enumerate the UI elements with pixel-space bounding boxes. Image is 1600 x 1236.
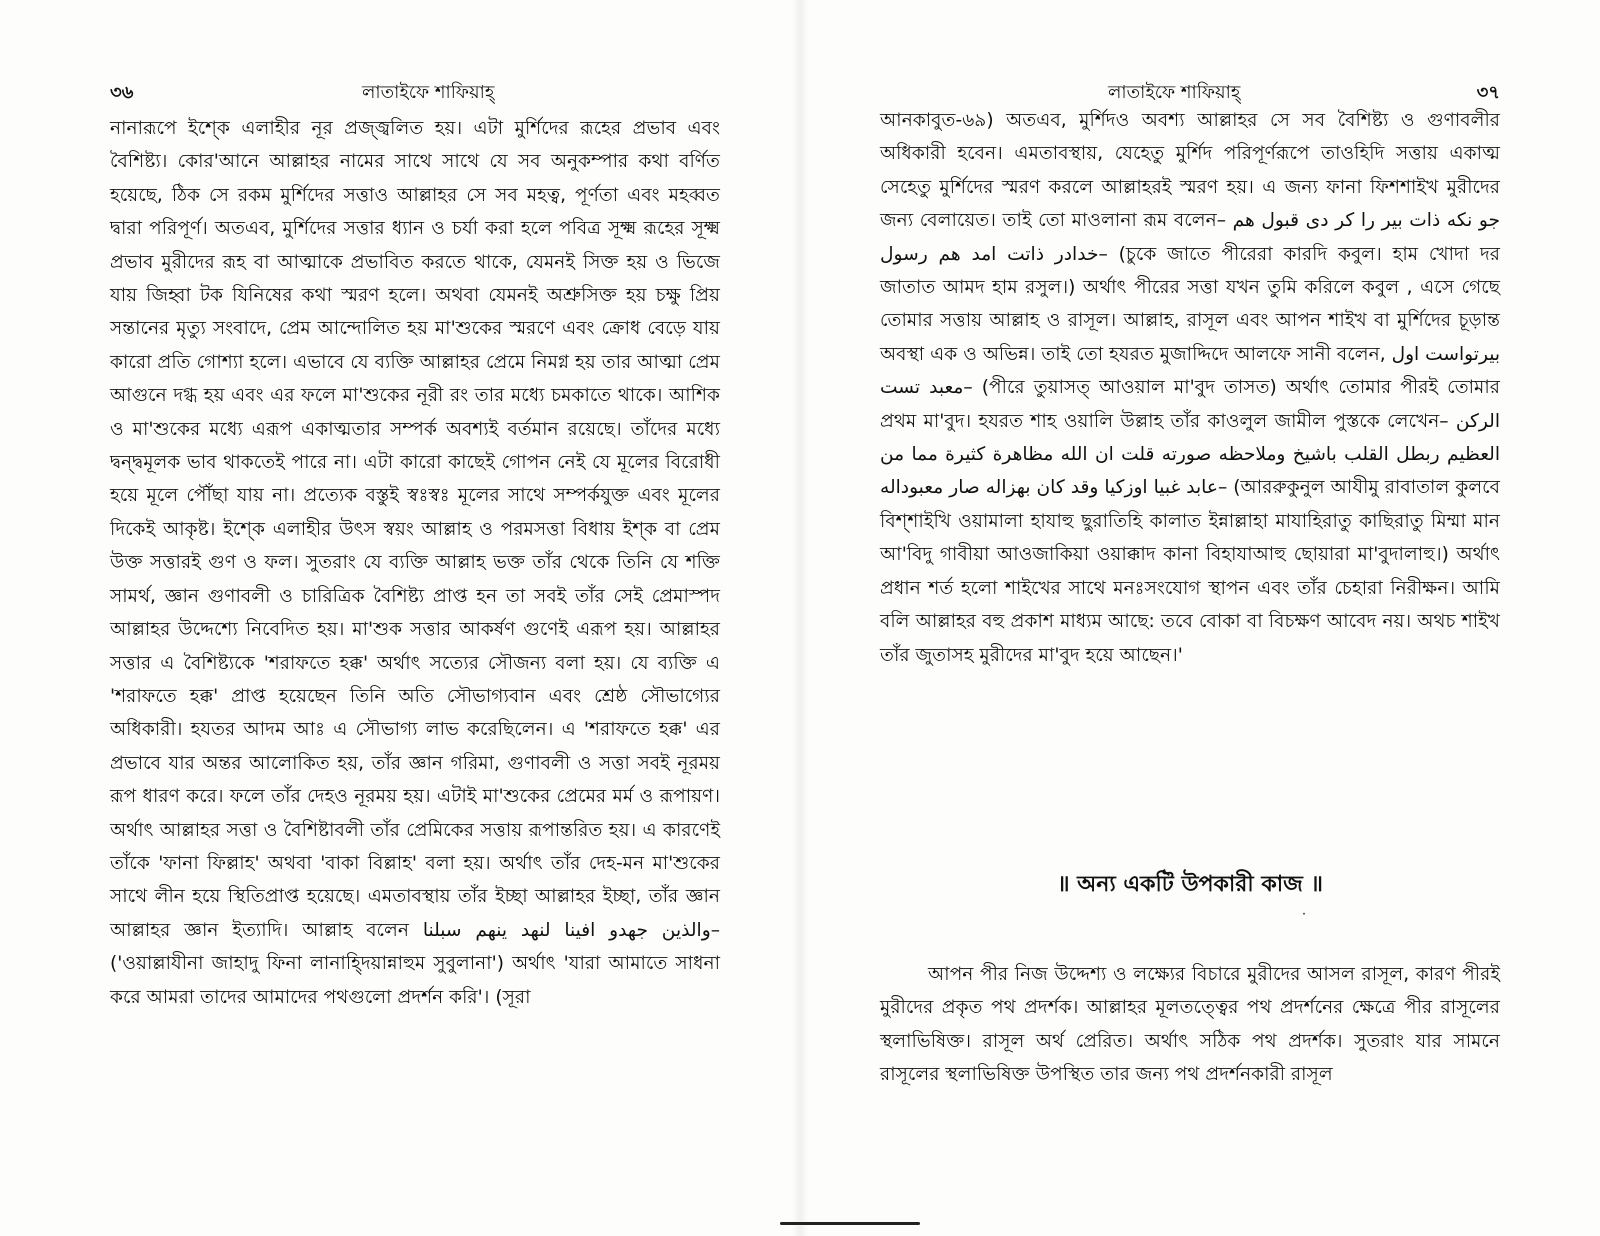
section-body-text: আপন পীর নিজ উদ্দেশ্য ও লক্ষ্যের বিচারে মুরীদের আসল রাসূল, কারণ পীরই মুরীদের প্রকৃত পথ প্রদর্শক। আল্লাহর মূলতত্ত্বের পথ প্রদর্শনের ক্ষেত্রে পীর রাসূলের স্থলাভিষিক্ত। রাসূল অর্থ প্রেরিত। অর্থাৎ সঠিক পথ প্রদর্শক। সুতরাং যার সামনে রাসূলের স্থলাভিষিক্ত উপস্থিত তার জন্য পথ প্রদর্শনকারী রাসূল	[880, 964, 1500, 1086]
right-running-title: লাতাইফে শাফিয়াহ্	[1108, 82, 1241, 103]
section-body	[880, 958, 1500, 1092]
section-heading: ॥ অন্য একটি উপকারী কাজ ॥	[1057, 872, 1323, 897]
left-body	[110, 112, 720, 1014]
right-body-text: আনকাবুত-৬৯) অতএব, মুর্শিদও অবশ্য আল্লাহর সে সব বৈশিষ্ট্য ও গুণাবলীর অধিকারী হবেন। এমতাবস্থায়, যেহেতু মুর্শিদ পরিপূর্ণরূপে তাওহিদি সত্তায় একাত্ম সেহেতু মুর্শিদের স্মরণ করলে আল্লাহরই স্মরণ হয়। এ জন্য ফানা ফিশশাইখ মুরীদের জন্য বেলায়েত। তাই তো মাওলানা রূম বলেন– جو نكه ذات بير را كر دى قبول هم خدادر ذاتت امد هم رسول– (চুকে জাতে পীরেরা কারদি কবুল। হাম খোদা দর জাতাত আমদ হাম রসুল।) অর্থাৎ পীরের সত্তা যখন তুমি করিলে কবুল , এসে গেছে তোমার সত্তায় আল্লাহ ও রাসূল। আল্লাহ, রাসূল এবং আপন শাইখ বা মুর্শিদের চূড়ান্ত অবস্থা এক ও অভিন্ন। তাই তো হযরত মুজাদ্দিদে আলফে সানী বলেন, بيرتواست اول معبد تست– (পীরে তুয়াসত্ আওয়াল মা'বুদ তাসত) অর্থাৎ তোমার পীরই তোমার প্রথম মা'বুদ। হযরত শাহ ওয়ালি উল্লাহ তাঁর কাওলুল জামীল পুস্তকে লেখেন– الركن العظيم ربطل القلب باشيخ وملاحظه صورته قلت ان الله مظاهرة كثيرة مما من عابد غبيا اوزكيا وقد كان بهزاله صار معبوداله– (আররুকুনুল আযীমু রাবাতাল কুলবে বিশ্শাইখি ওয়ামালা হাযাহু ছুরাতিহি কালাত ইন্নাল্লাহা মাযাহিরাতু কাছিরাতু মিম্মা মান আ'বিদু গাবীয়া আওজাকিয়া ওয়াক্কাদ কানা বিহাযাআহু ছোয়ারা মা'বুদালাহু।) অর্থাৎ প্রধান শর্ত হলো শাইখের সাথে মনঃসংযোগ স্থাপন এবং তাঁর চেহারা নিরীক্ষন। আমি বলি আল্লাহর বহু প্রকাশ মাধ্যম আছে: তবে বোকা বা বিচক্ষণ আবেদ নয়। অথচ শাইখ তাঁর জুতাসহ মুরীদের মা'বুদ হয়ে আছেন।'	[880, 110, 1501, 666]
right-running-head	[880, 80, 1500, 106]
left-running-title: লাতাইফে শাফিয়াহ্	[362, 82, 495, 103]
right-page-number: ৩৭	[1476, 82, 1500, 103]
left-running-head	[110, 80, 730, 106]
binding-mark	[780, 1222, 920, 1225]
right-body	[880, 104, 1500, 672]
left-body-text: নানারূপে ইশ্কে এলাহীর নূর প্রজ্জ্বলিত হয়। এটা মুর্শিদের রূহের প্রভাব এবং বৈশিষ্ট্য। কোর'আনে আল্লাহর নামের সাথে সাথে যে সব অনুকম্পার কথা বর্ণিত হয়েছে, ঠিক সে রকম মুর্শিদের সত্তাও আল্লাহর সে সব মহত্ব, পূর্ণতা এবং মহব্বত দ্বারা পরিপূর্ণ। অতএব, মুর্শিদের সত্তার ধ্যান ও চর্যা করা হলে পবিত্র সূক্ষ্ম রূহের সূক্ষ্ম প্রভাব মুরীদের রূহ বা আত্মাকে প্রভাবিত করতে থাকে, যেমনই সিক্ত হয় ও ভিজে যায় জিহ্বা টক যিনিষের কথা স্মরণ হলে। অথবা যেমনই অশ্রুসিক্ত হয় চক্ষু প্রিয় সন্তানের মৃত্যু সংবাদে, প্রেম আন্দোলিত হয় মা'শুকের স্মরণে এবং ক্রোধ বেড়ে যায় কারো প্রতি গোশ্যা হলে। এভাবে যে ব্যক্তি আল্লাহর প্রেমে নিমগ্ন হয় তার আত্মা প্রেম আগুনে দগ্ধ হয় এবং এর ফলে মা'শুকের নূরী রং তার মধ্যে চমকাতে থাকে। আশিক ও মা'শুকের মধ্যে এরূপ একাত্মতার সম্পর্ক অবশ্যই বর্তমান রয়েছে। তাঁদের মধ্যে দ্বন্দ্বমূলক ভাব থাকতেই পারে না। এটা কারো কাছেই গোপন নেই যে মূলের বিরোধী হয়ে মূলে পৌঁছা যায় না। প্রত্যেক বস্তুই স্বঃস্বঃ মূলের সাথে সম্পর্কযুক্ত এবং মূলের দিকেই আকৃষ্ট। ইশ্কে এলাহীর উৎস স্বয়ং আল্লাহ ও পরমসত্তা বিধায় ইশ্ক বা প্রেম উক্ত সত্তারই গুণ ও ফল। সুতরাং যে ব্যক্তি আল্লাহ ভক্ত তাঁর থেকে তিনি যে শক্তি সামর্থ, জ্ঞান গুণাবলী ও চারিত্রিক বৈশিষ্ট্য প্রাপ্ত হন তা সবই তাঁর সেই প্রেমাস্পদ আল্লাহর উদ্দেশ্যে নিবেদিত হয়। মা'শুক সত্তার আকর্ষণ গুণেই এরূপ হয়। আল্লাহর সত্তার এ বৈশিষ্ট্যকে 'শরাফতে হক্ক' অর্থাৎ সত্যের সৌজন্য বলা হয়। যে ব্যক্তি এ 'শরাফতে হক্ক' প্রাপ্ত হয়েছেন তিনি অতি সৌভাগ্যবান এবং শ্রেষ্ঠ সৌভাগ্যের অধিকারী। হযতর আদম আঃ এ সৌভাগ্য লাভ করেছিলেন। এ 'শরাফতে হক্ক' এর প্রভাবে যার অন্তর আলোকিত হয়, তাঁর জ্ঞান গরিমা, গুণাবলী ও সত্তা সবই নূরময় রূপ ধারণ করে। ফলে তাঁর দেহও নূরময় হয়। এটাই মা'শুকের প্রেমের মর্ম ও রূপায়ণ। অর্থাৎ আল্লাহর সত্তা ও বৈশিষ্টাবলী তাঁর প্রেমিকের সত্তায় রূপান্তরিত হয়। এ কারণেই তাঁকে 'ফানা ফিল্লাহ' অথবা 'বাকা বিল্লাহ' বলা হয়। অর্থাৎ তাঁর দেহ-মন মা'শুকের সাথে লীন হয়ে স্থিতিপ্রাপ্ত হয়েছে। এমতাবস্থায় তাঁর ইচ্ছা আল্লাহর ইচ্ছা, তাঁর জ্ঞান আল্লাহর জ্ঞান ইত্যাদি। আল্লাহ বলেন والذين جهدو افينا لنهد ينهم سبلنا– ('ওয়াল্লাযীনা জাহাদু ফিনা লানাহ্দিয়ান্নাহুম সুবুলানা') অর্থাৎ 'যারা আমাতে সাধনা করে আমরা তাদের আমাদের পথগুলো প্রদর্শন করি'। (সূরা	[110, 118, 720, 1008]
right-page	[800, 0, 1600, 1236]
heading-ornament: ˙	[1300, 910, 1308, 929]
left-page-number: ৩৬	[110, 82, 134, 103]
